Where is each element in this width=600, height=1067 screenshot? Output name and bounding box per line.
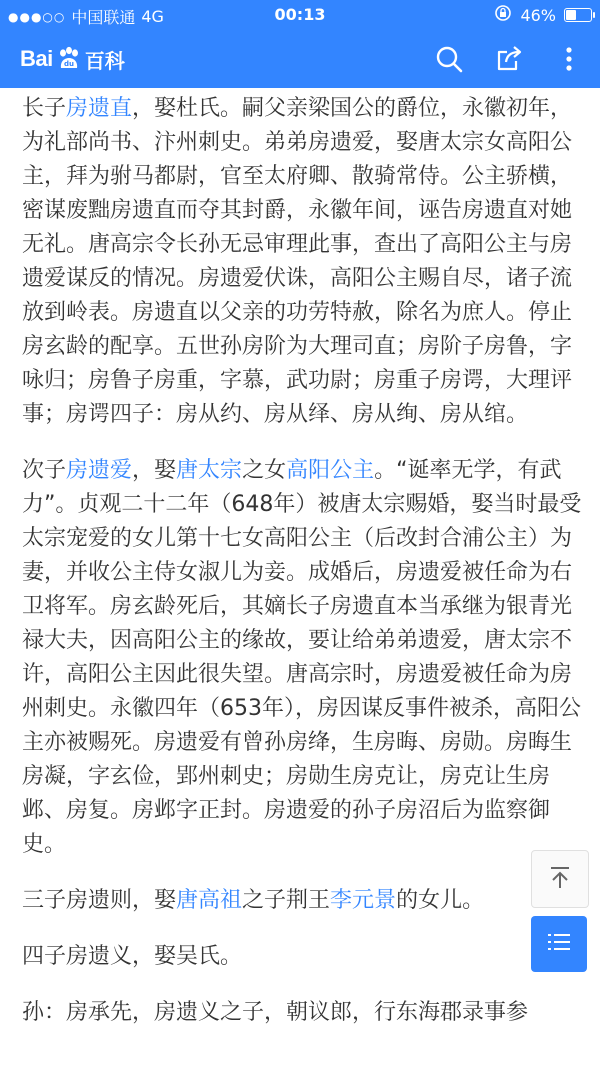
article-link[interactable]: 房遗爱 (66, 458, 133, 483)
status-right (494, 4, 592, 26)
toc-menu-icon (546, 931, 572, 957)
article-text: 。“诞率无学，有武力”。贞观二十二年（648年）被唐太宗赐婚，娶当时最受太宗宠爱的女儿第十七女高阳公主（后改封合浦公主）为妻，并收公主侍女淑儿为妾。成婚后，房遗爱被任命为右卫将军。房玄龄死后，其嫡长子房遗直本当承继为银青光禄大夫，因高阳公主的缘故，要让给弟弟遗爱，唐太宗不许，高阳公主因此很失望。唐高宗时，房遗爱被任命为房州刺史。永徽四年（653年），房因谋反事件被杀，高阳公主亦被赐死。房遗爱有曾孙房绛，生房晦、房勋。房晦生房凝，字玄俭，郢州刺史；房勋生房克让，房克让生房邺、房复。房邺字正封。房遗爱的孙子房沼后为监察御史。 (22, 458, 582, 857)
battery-icon (564, 8, 592, 22)
article-text: 长子 (22, 96, 67, 121)
logo-text-ke: 百科 (84, 48, 125, 73)
more-icon[interactable] (552, 42, 586, 76)
signal-strength-icon: ●●●○○ (8, 9, 66, 24)
article-link[interactable]: 唐太宗 (176, 458, 243, 483)
network-type: 4G (141, 7, 164, 26)
baike-logo[interactable] (20, 42, 125, 76)
carrier-name: 中国联通 (71, 8, 136, 27)
article-text: 之子荆王 (242, 888, 331, 913)
logo-text-bai: Bai (20, 46, 53, 71)
article-text: 四子房遗义，娶吴氏。 (22, 944, 243, 969)
share-icon[interactable] (492, 42, 526, 76)
search-icon[interactable] (432, 42, 466, 76)
article-paragraph (22, 454, 582, 862)
article-paragraph (22, 92, 582, 432)
battery-percent: 46% (520, 5, 556, 25)
back-to-top-icon (547, 864, 573, 894)
article-link[interactable]: 唐高祖 (176, 888, 243, 913)
article-link[interactable]: 李元景 (330, 888, 397, 913)
article-paragraph (22, 884, 582, 918)
article-text: 的女儿。 (396, 888, 485, 913)
article-body (22, 92, 582, 1052)
svg-text:du: du (63, 60, 74, 68)
status-bar (0, 0, 600, 30)
back-to-top-button[interactable] (531, 850, 589, 908)
article-text: 之女 (242, 458, 287, 483)
status-time: 00:13 (274, 5, 326, 24)
article-text: 次子 (22, 458, 67, 483)
article-text: 三子房遗则，娶 (22, 888, 177, 913)
top-navbar (0, 30, 600, 88)
article-paragraph (22, 996, 582, 1030)
article-link[interactable]: 高阳公主 (286, 458, 375, 483)
paw-icon (56, 46, 82, 72)
article-paragraph (22, 940, 582, 974)
article-text: 孙：房承先，房遗义之子，朝议郎，行东海郡录事参 (22, 1000, 529, 1025)
toc-button[interactable] (531, 916, 587, 972)
battery-fill (566, 10, 576, 20)
article-text: ，娶杜氏。嗣父亲梁国公的爵位，永徽初年，为礼部尚书、汴州刺史。弟弟房遗爱，娶唐太宗女高阳公主，拜为驸马都尉，官至太府卿、散骑常侍。公主骄横，密谋废黜房遗直而夺其封爵，永徽年间，诬告房遗直对她无礼。唐高宗令长孙无忌审理此事，查出了高阳公主与房遗爱谋反的情况。房遗爱伏诛，高阳公主赐自尽，诸子流放到岭表。房遗直以父亲的功劳特赦，除名为庶人。停止房玄龄的配享。五世孙房阶为大理司直；房阶子房鲁，字咏归；房鲁子房重，字慕，武功尉；房重子房谔，大理评事；房谔四子：房从约、房从绎、房从绚、房从绾。 (22, 96, 573, 427)
article-link[interactable]: 房遗直 (66, 96, 133, 121)
article-text: ，娶 (132, 458, 177, 483)
rotation-lock-icon (494, 4, 512, 26)
nav-actions (432, 42, 586, 76)
